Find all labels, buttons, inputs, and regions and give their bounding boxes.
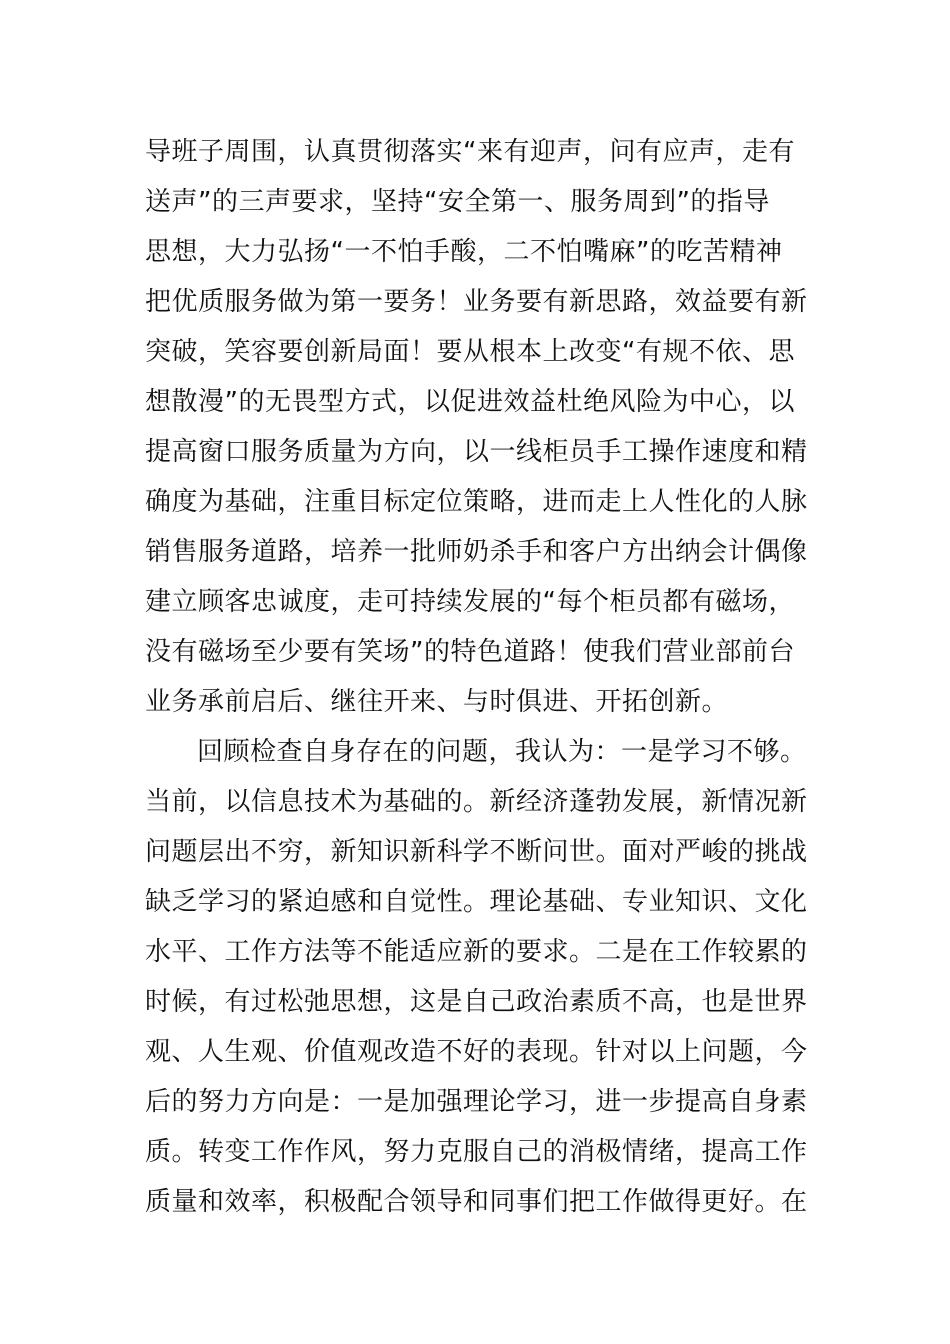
paragraph-1-line-3: 思想，大力弘扬“一不怕手酸，二不怕嘴麻”的吃苦精神	[145, 237, 783, 267]
paragraph-1-line-12: 业务承前启后、继往开来、与时俱进、开拓创新。	[145, 687, 729, 717]
paragraph-2-line-6: 时候，有过松弛思想，这是自己政治素质不高，也是世界	[145, 987, 808, 1017]
paragraph-1-line-9: 销售服务道路，培养一批师奶杀手和客户方出纳会计偶像	[145, 537, 808, 567]
paragraph-2-line-9: 质。转变工作作风，努力克服自己的消极情绪，提高工作	[145, 1137, 808, 1167]
paragraph-2-line-3: 问题层出不穷，新知识新科学不断问世。面对严峻的挑战	[145, 837, 808, 867]
paragraph-1-line-8: 确度为基础，注重目标定位策略，进而走上人性化的人脉	[145, 487, 808, 517]
paragraph-1-line-6: 想散漫”的无畏型方式，以促进效益杜绝风险为中心，以	[145, 387, 795, 417]
paragraph-1-line-10: 建立顾客忠诚度，走可持续发展的“每个柜员都有磁场，	[145, 587, 795, 617]
paragraph-1-line-5: 突破，笑容要创新局面！要从根本上改变“有规不依、思	[145, 337, 795, 367]
paragraph-2-line-10: 质量和效率，积极配合领导和同事们把工作做得更好。在	[145, 1187, 808, 1217]
paragraph-1-line-2: 送声”的三声要求，坚持“安全第一、服务周到”的指导	[145, 187, 770, 217]
paragraph-2-line-1: 回顾检查自身存在的问题，我认为：一是学习不够。	[197, 737, 807, 767]
paragraph-2-line-2: 当前，以信息技术为基础的。新经济蓬勃发展，新情况新	[145, 787, 808, 817]
paragraph-1-line-11: 没有磁场至少要有笑场”的特色道路！使我们营业部前台	[145, 637, 795, 667]
paragraph-1-line-7: 提高窗口服务质量为方向，以一线柜员手工操作速度和精	[145, 437, 808, 467]
paragraph-1-line-4: 把优质服务做为第一要务！业务要有新思路，效益要有新	[145, 287, 808, 317]
paragraph-2-line-5: 水平、工作方法等不能适应新的要求。二是在工作较累的	[145, 937, 808, 967]
paragraph-1-line-1: 导班子周围，认真贯彻落实“来有迎声，问有应声，走有	[145, 137, 795, 167]
paragraph-2-line-4: 缺乏学习的紧迫感和自觉性。理论基础、专业知识、文化	[145, 887, 808, 917]
paragraph-2-line-8: 后的努力方向是：一是加强理论学习，进一步提高自身素	[145, 1087, 808, 1117]
paragraph-2-line-7: 观、人生观、价值观改造不好的表现。针对以上问题，今	[145, 1037, 808, 1067]
